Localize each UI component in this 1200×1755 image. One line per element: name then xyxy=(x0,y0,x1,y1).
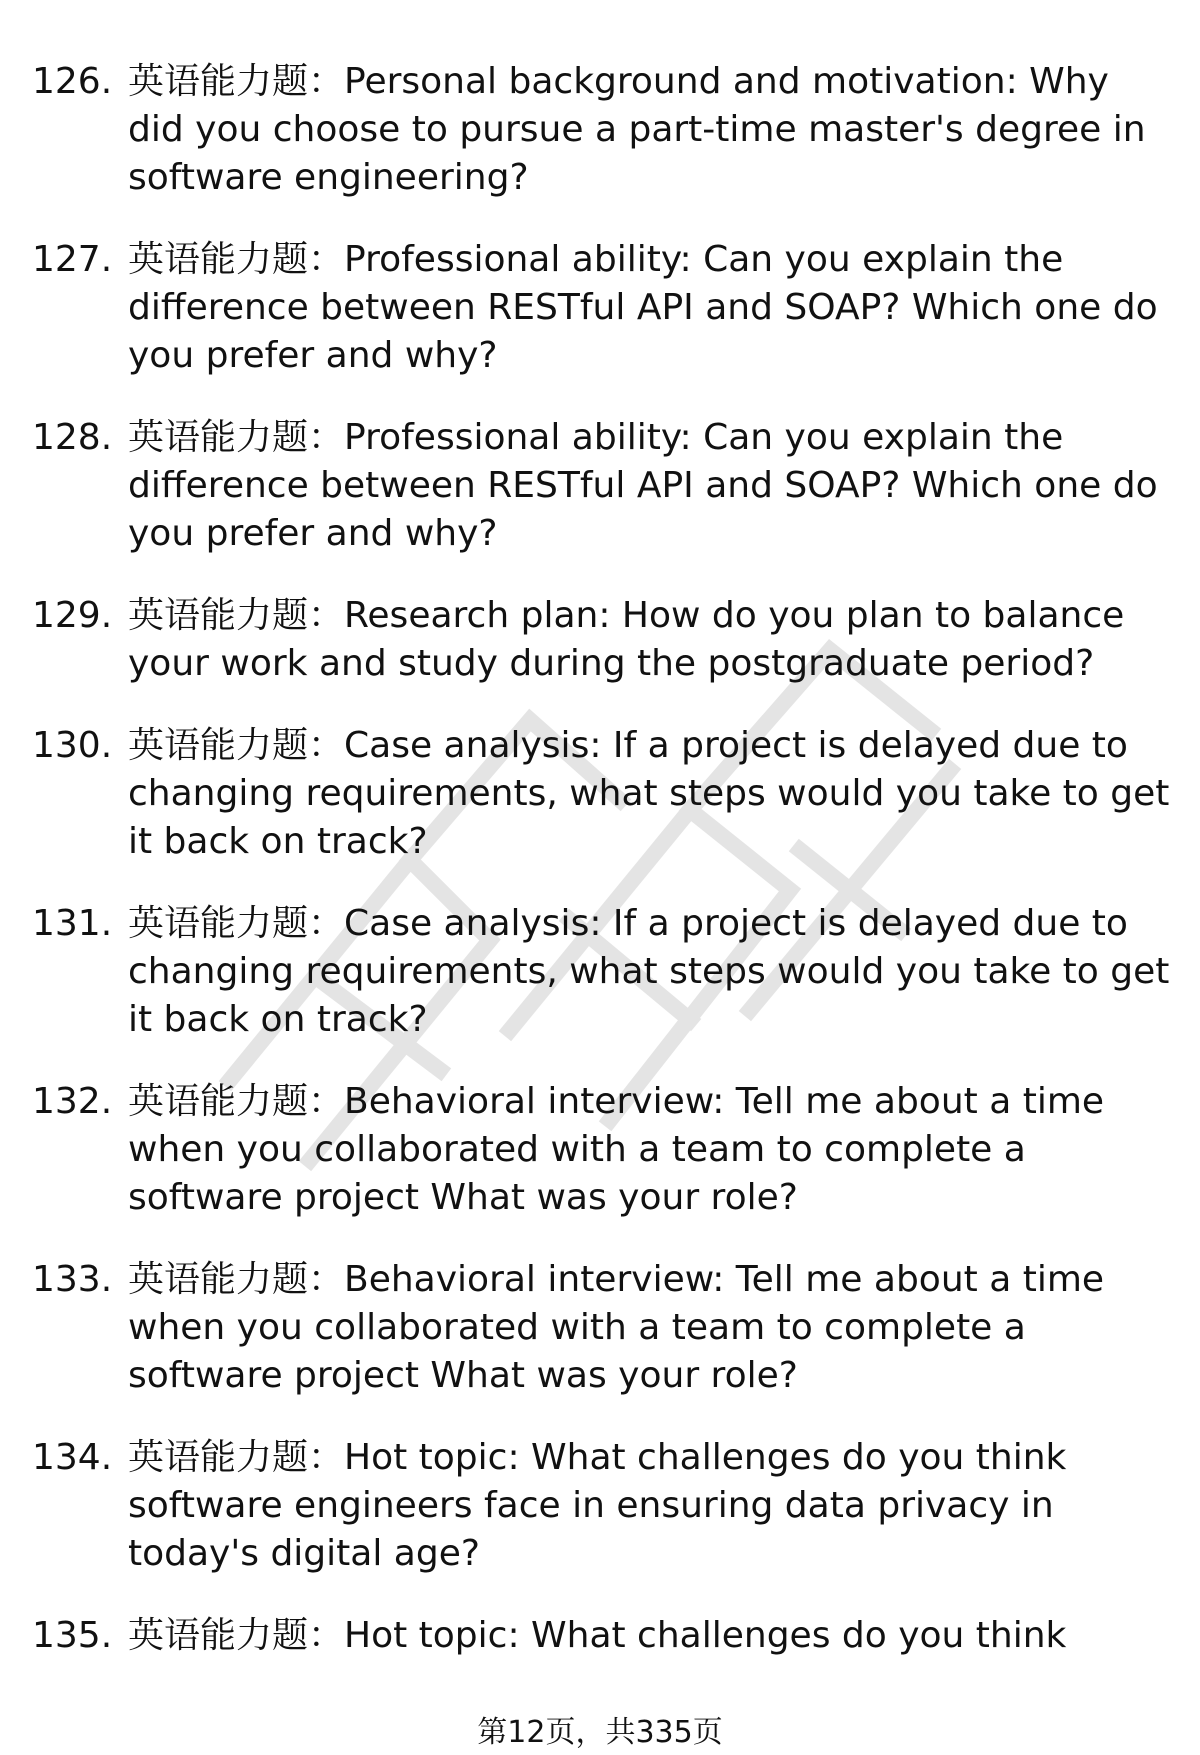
page-footer xyxy=(0,1715,1200,1751)
question-item xyxy=(32,1078,1172,1222)
question-item xyxy=(32,414,1172,558)
question-text xyxy=(128,1256,1172,1400)
question-number: 135. xyxy=(32,1615,113,1656)
question-text xyxy=(128,900,1172,1044)
question-number: 134. xyxy=(32,1437,113,1478)
question-body: Hot topic: What challenges do you think xyxy=(344,1615,1067,1656)
question-item xyxy=(32,1256,1172,1400)
question-text xyxy=(128,1078,1172,1222)
question-body: Case analysis: If a project is delayed due to changing requirements, what steps would you take to get it back on track? xyxy=(128,725,1170,862)
question-item xyxy=(32,236,1172,380)
question-body: Hot topic: What challenges do you think software engineers face in ensuring data privacy in today's digital age? xyxy=(128,1437,1067,1574)
question-number: 133. xyxy=(32,1259,113,1300)
question-prefix: 英语能力题： xyxy=(128,61,345,102)
question-prefix: 英语能力题： xyxy=(128,417,345,458)
question-text xyxy=(128,58,1172,202)
question-number: 128. xyxy=(32,417,113,458)
question-body: Professional ability: Can you explain the difference between RESTful API and SOAP? Which one do you prefer and why? xyxy=(128,417,1158,554)
question-item xyxy=(32,722,1172,866)
question-prefix: 英语能力题： xyxy=(128,1615,345,1656)
question-text xyxy=(128,414,1172,558)
question-number: 126. xyxy=(32,61,113,102)
question-number: 132. xyxy=(32,1081,113,1122)
question-body: Case analysis: If a project is delayed due to changing requirements, what steps would you take to get it back on track? xyxy=(128,903,1170,1040)
question-item xyxy=(32,592,1172,688)
page-number-label: 第12页，共335页 xyxy=(477,1715,723,1750)
question-prefix: 英语能力题： xyxy=(128,1081,345,1122)
question-prefix: 英语能力题： xyxy=(128,239,345,280)
question-body: Behavioral interview: Tell me about a time when you collaborated with a team to complete a software project What was your role? xyxy=(128,1081,1105,1218)
question-text xyxy=(128,592,1172,688)
question-prefix: 英语能力题： xyxy=(128,903,345,944)
question-number: 127. xyxy=(32,239,113,280)
question-list xyxy=(32,58,1172,1694)
question-body: Personal background and motivation: Why did you choose to pursue a part-time master's degree in software engineering? xyxy=(128,61,1146,198)
question-item xyxy=(32,900,1172,1044)
question-text xyxy=(128,722,1172,866)
question-number: 131. xyxy=(32,903,113,944)
question-item xyxy=(32,1612,1172,1660)
question-body: Research plan: How do you plan to balance your work and study during the postgraduate period? xyxy=(128,595,1125,684)
question-prefix: 英语能力题： xyxy=(128,725,345,766)
question-text xyxy=(128,1612,1172,1660)
question-body: Professional ability: Can you explain the difference between RESTful API and SOAP? Which one do you prefer and why? xyxy=(128,239,1158,376)
question-body: Behavioral interview: Tell me about a time when you collaborated with a team to complete a software project What was your role? xyxy=(128,1259,1105,1396)
question-prefix: 英语能力题： xyxy=(128,1437,345,1478)
question-prefix: 英语能力题： xyxy=(128,595,345,636)
question-number: 129. xyxy=(32,595,113,636)
question-item xyxy=(32,58,1172,202)
question-item xyxy=(32,1434,1172,1578)
question-text xyxy=(128,1434,1172,1578)
question-prefix: 英语能力题： xyxy=(128,1259,345,1300)
question-text xyxy=(128,236,1172,380)
question-number: 130. xyxy=(32,725,113,766)
